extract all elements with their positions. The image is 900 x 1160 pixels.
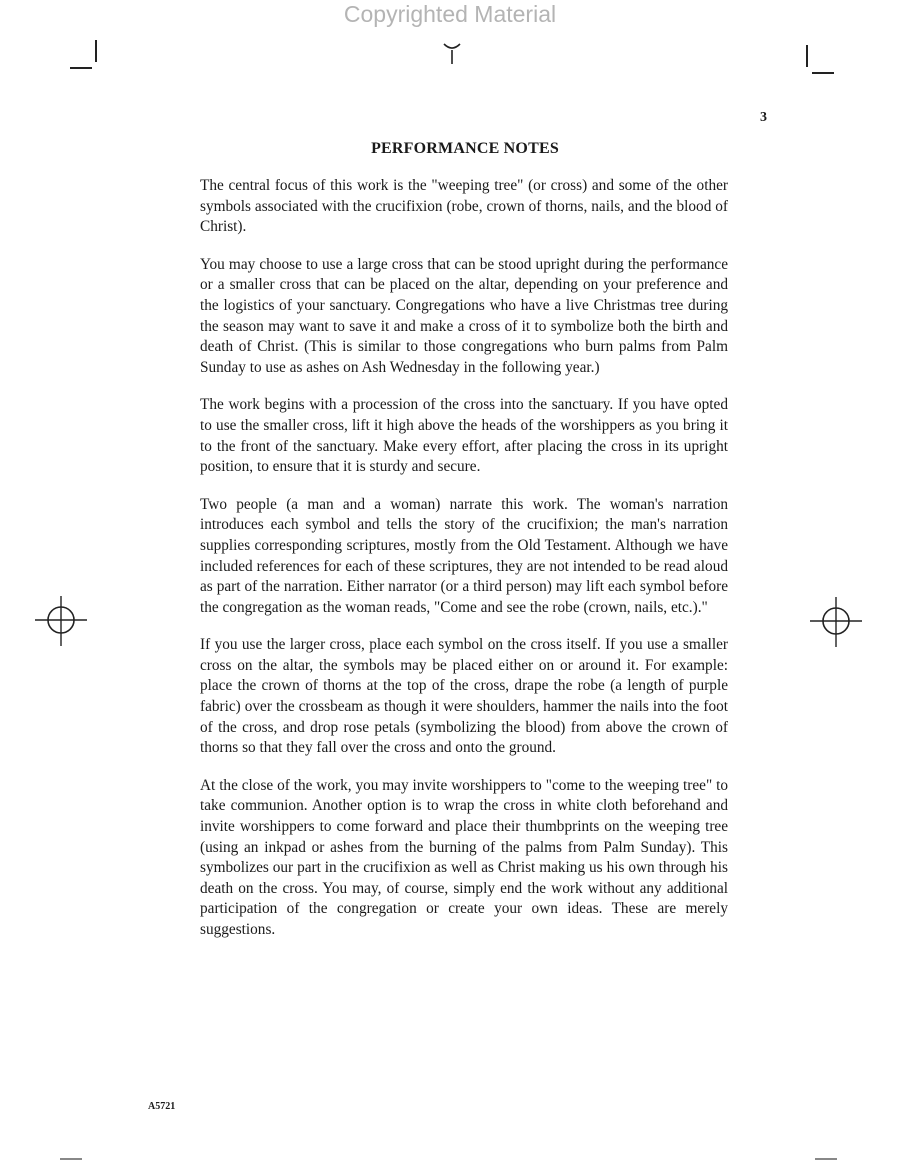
paragraph: If you use the larger cross, place each symbol on the cross itself. If you use a smaller cross on the altar, the symbols may be placed either on or around it. For example: place the crown of thorns at the top of the cross, drape the robe (a length of purple fabric) over the crossbeam as though it were shoulders, hammer the nails into the foot of the cross, and drop rose petals (symbolizing the blood) from above the crown of thorns so that they fall over the cross and onto the ground.	[200, 636, 728, 757]
paragraph: Two people (a man and a woman) narrate this work. The woman's narration introduces each symbol and tells the story of the crucifixion; the man's narration supplies corresponding scriptures, mostly from the Old Testament. Although we have included references for each of these scriptures, they are not intended to be read aloud as part of the narration. Either narrator (or a third person) may lift each symbol before the congregation as the woman reads, "Come and see the robe (crown, nails, etc.)."	[200, 495, 728, 616]
registration-crosshair-left	[33, 592, 89, 648]
paragraph: At the close of the work, you may invite worshippers to "come to the weeping tree" to take communion. Another option is to wrap the cross in white cloth beforehand and invite worshippers to come forward and place their thumbprints on the weeping tree (using an inkpad or ashes from the burning of the palms from Palm Sunday). This symbolizes our part in the crucifixion as well as Christ making us his own through his death on the cross. You may, of course, simply end the work without any additional participation of the congregation or create your own ideas. These are merely suggestions.	[200, 776, 728, 938]
page-number: 3	[760, 110, 767, 125]
registration-mark-top-center	[438, 38, 466, 66]
catalog-code: A5721	[148, 1101, 176, 1112]
paragraph: You may choose to use a large cross that can be stood upright during the performance or a smaller cross that can be placed on the altar, depending on your preference and the logistics of your sanctuary. Congregations who have a live Christmas tree during the season may want to save it and make a cross of it to symbolize both the birth and death of Christ. (This is similar to those congregations who burn palms from Palm Sunday to use as ashes on Ash Wednesday in the following year.)	[200, 255, 728, 376]
performance-notes-body	[200, 176, 728, 958]
paragraph: The work begins with a procession of the cross into the sanctuary. If you have opted to use the smaller cross, lift it high above the heads of the worshippers as you bring it to the front of the sanctuary. Make every effort, after placing the cross in its upright position, to ensure that it is sturdy and secure.	[200, 396, 728, 476]
registration-crosshair-right	[808, 593, 864, 649]
page-title: PERFORMANCE NOTES	[371, 140, 559, 157]
copyright-watermark: Copyrighted Material	[343, 1, 557, 27]
paragraph: The central focus of this work is the "weeping tree" (or cross) and some of the other symbols associated with the crucifixion (robe, crown of thorns, nails, and the blood of Christ).	[200, 177, 728, 236]
